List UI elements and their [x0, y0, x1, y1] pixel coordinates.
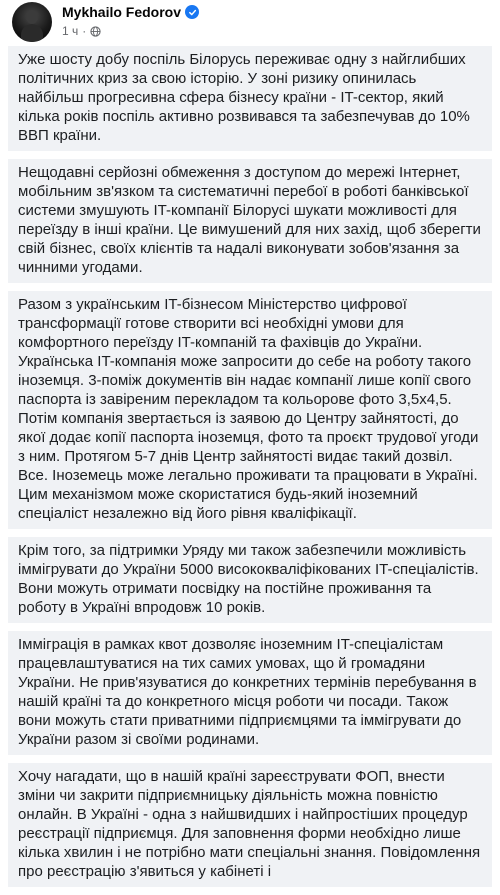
globe-icon [90, 26, 101, 37]
post-paragraph-5: Імміграція в рамках квот дозволяє іноземним IT-спеціалістам працевлаштуватися на тих самих умовах, що й громадяни України. Не прив'язуватися до конкретних термінів перебування в нашій країні та до конкретного місця роботи чи посади. Також вони можуть стати приватними підприємцями та іммігрувати до України разом зі своїми родинами. [8, 631, 492, 755]
verified-icon [185, 5, 199, 19]
post-paragraph-3: Разом з українським IT-бізнесом Міністерство цифрової трансформації готове створити всі необхідні умови для комфортного переїзду IT-компаній та фахівців до України. Українська IT-компанія може запросити до себе на роботу такого іноземця. 3-поміж документів він надає компанії лише копії свого паспорта із завіреним перекладом та кольорове фото 3,5х4,5. Потім компанія звертається із заявою до Центру зайнятості, до якої додає копії паспорта іноземця, фото та проєкт трудової угоди з ним. Протягом 5-7 днів Центр зайнятості видає такий дозвіл. Все. Іноземець може легально проживати та працювати в Україні. Цим механізмом може скористатися будь-який іноземний спеціаліст незалежно від його рівня кваліфікації. [8, 291, 492, 529]
post-meta [62, 24, 101, 38]
author-name[interactable]: Mykhailo Fedorov [62, 4, 182, 20]
meta-separator: · [82, 24, 87, 38]
post-body [8, 46, 492, 895]
avatar-body [21, 24, 43, 42]
post-header [12, 0, 488, 40]
post-time[interactable]: 1 ч [62, 24, 79, 38]
author-row [62, 4, 199, 20]
post-paragraph-4: Крім того, за підтримки Уряду ми також забезпечили можливість іммігрувати до України 5000 висококваліфікованих IT-спеціалістів. Вони можуть отримати посвідку на постійне проживання та роботу в Україні впродовж 10 років. [8, 537, 492, 623]
post-paragraph-2: Нещодавні серйозні обмеження з доступом до мережі Інтернет, мобільним зв'язком та систематичні перебої в роботі банківської системи змушують IT-компанії Білорусі шукати можливості для переїзду в інші країни. Це вимушений для них захід, щоб зберегти свій бізнес, своїх клієнтів та надалі виконувати зобов'язання за чинними угодами. [8, 159, 492, 283]
avatar-head [26, 10, 38, 24]
post-paragraph-1: Уже шосту добу поспіль Білорусь переживає одну з найглибших політичних криз за свою історію. У зоні ризику опинилась найбільш прогресивна сфера бізнесу країни - IT-сектор, який кілька років поспіль активно розвивався та забезпечував до 10% ВВП країни. [8, 46, 492, 151]
avatar[interactable] [12, 2, 52, 42]
post-paragraph-6: Хочу нагадати, що в нашій країні зареєструвати ФОП, внести зміни чи закрити підприємницьку діяльність можна повністю онлайн. В Україні - одна з найшвидших і найпростіших процедур реєстрації підприємця. Для заповнення форми необхідно лише кілька хвилин і не потрібно мати спеціальні знання. Повідомлення про реєстрацію з'явиться у кабінеті і [8, 763, 492, 887]
